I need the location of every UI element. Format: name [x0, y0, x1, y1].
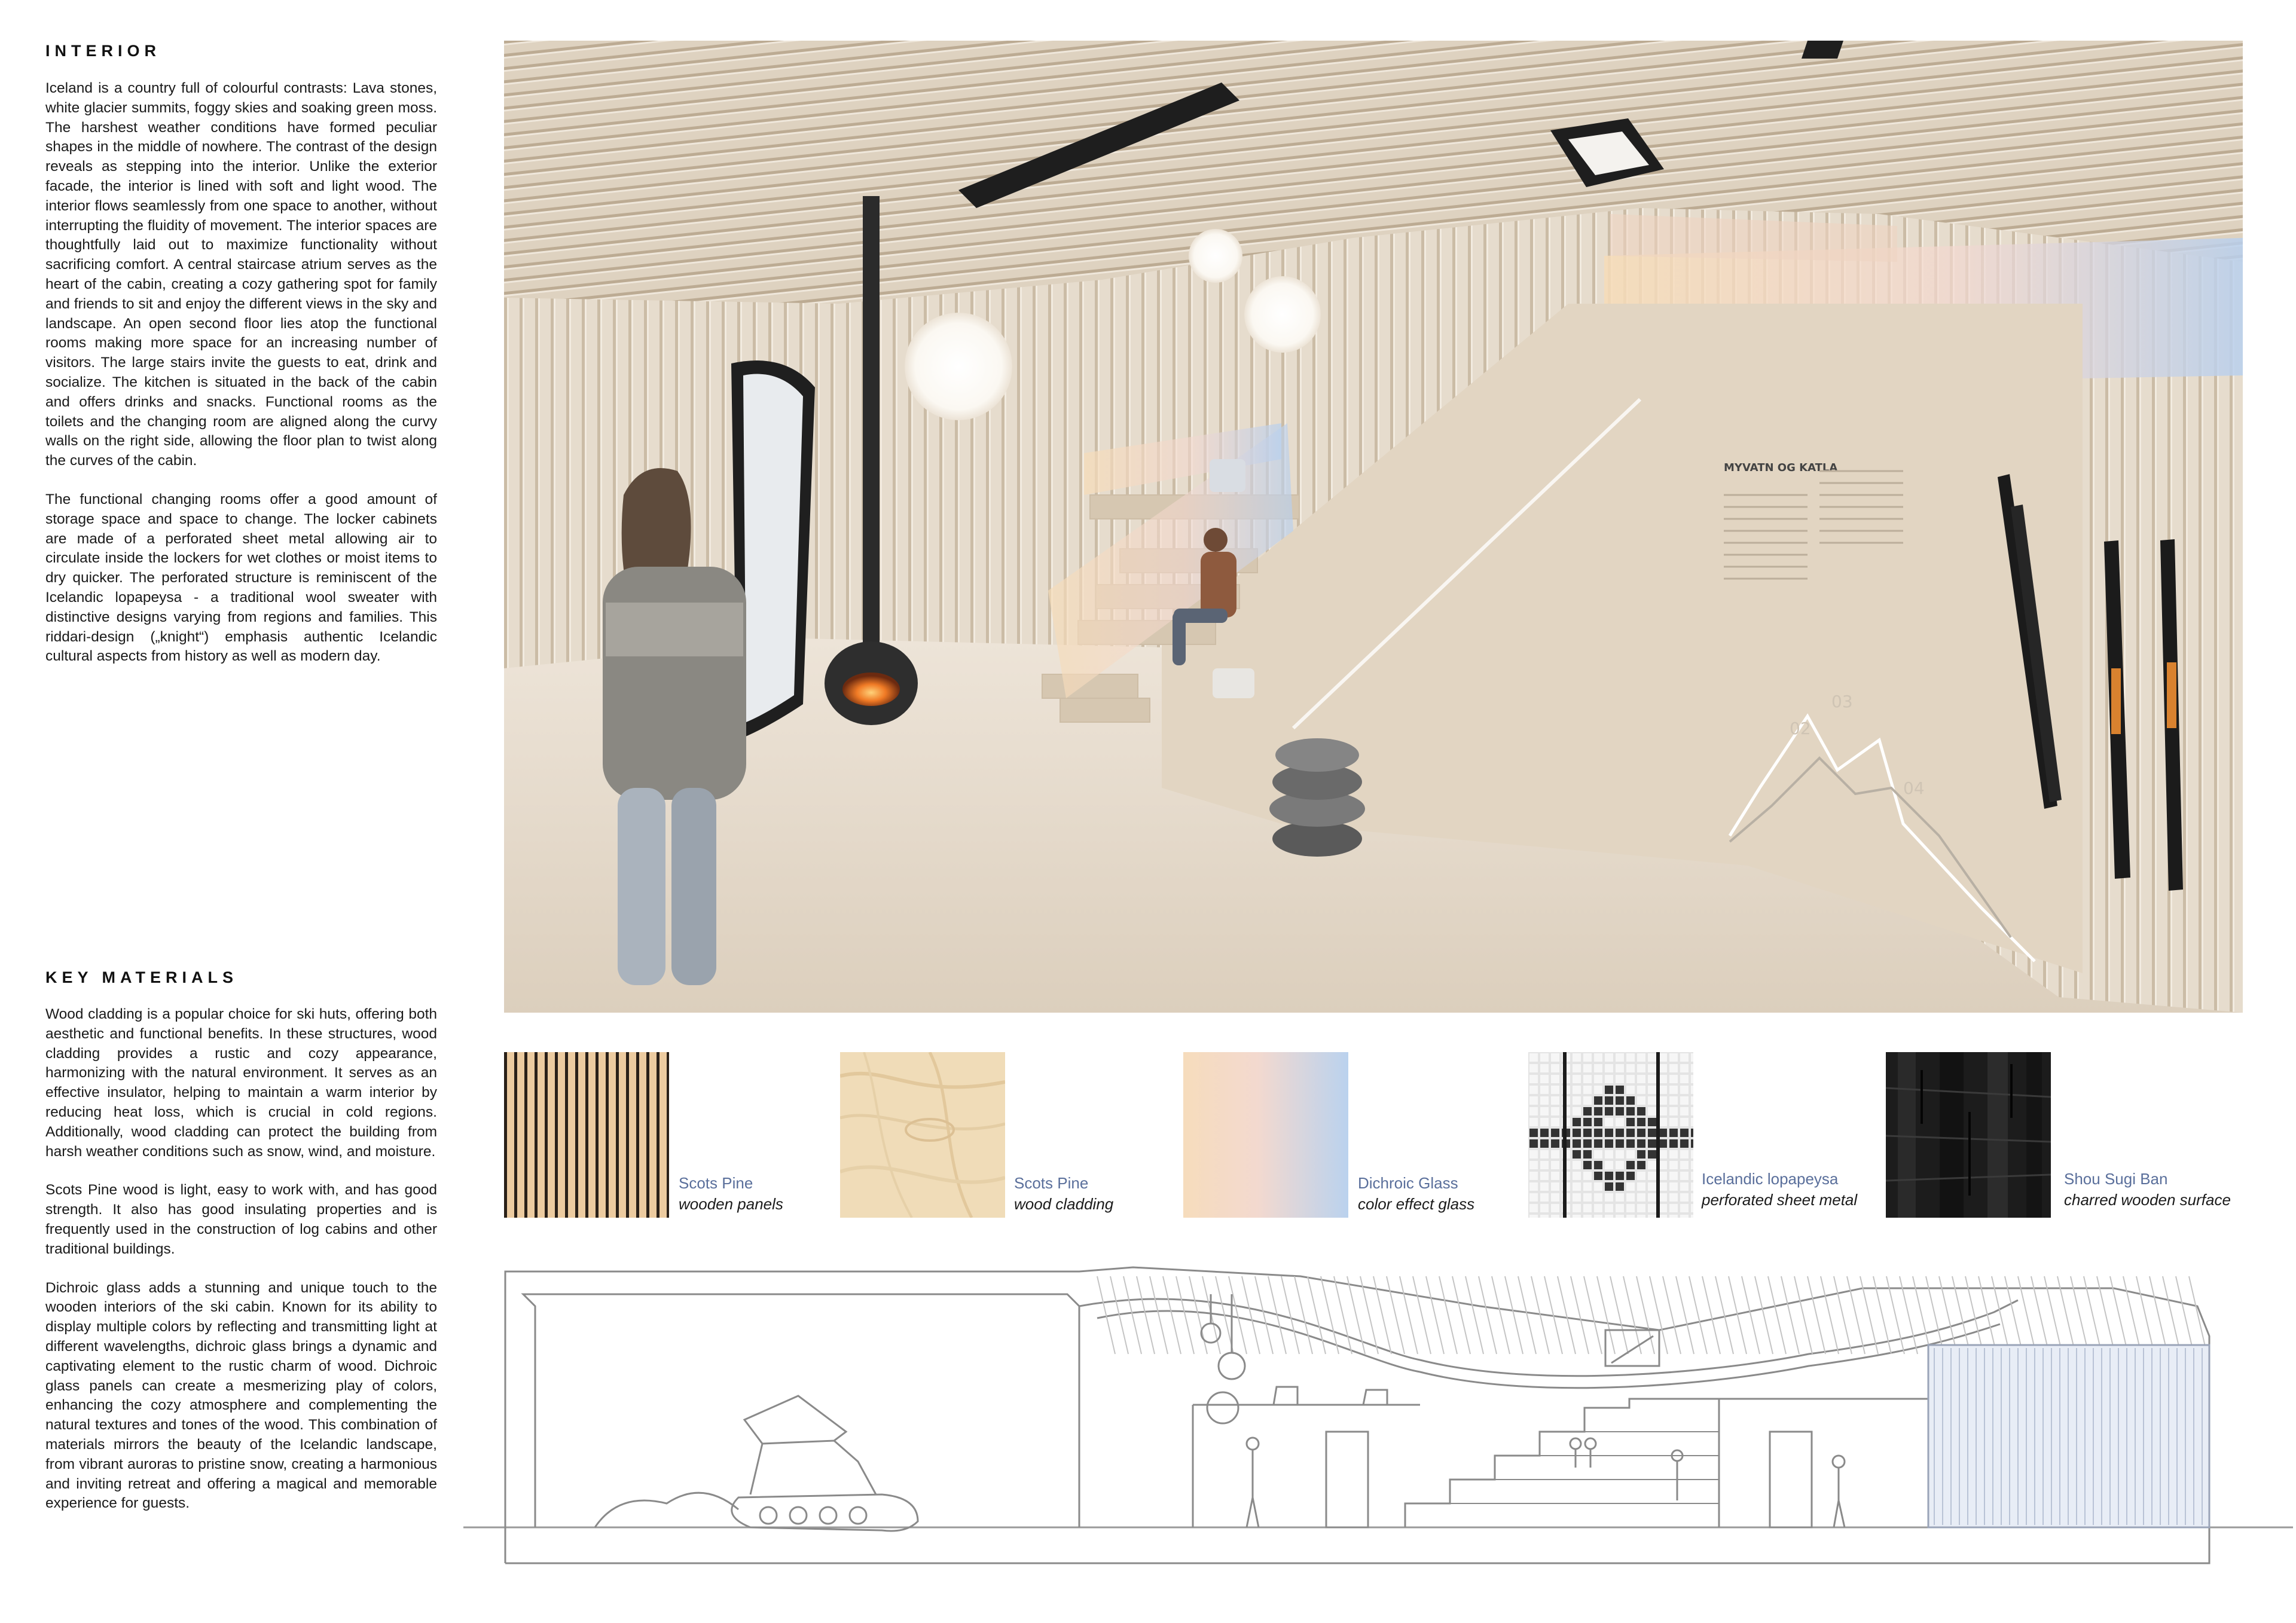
material-label-3: [1358, 1173, 1474, 1215]
material-name: Scots Pine: [1014, 1174, 1089, 1192]
material-label-5: [2064, 1169, 2231, 1211]
wall-title: MYVATN OG KATLA: [1724, 461, 1838, 474]
materials-paragraph-2: Scots Pine wood is light, easy to work with, and has good strength. It also has good insulating properties and is frequently used in the construction of log cabins and other traditional buildings.: [45, 1182, 437, 1257]
cushion-stack: [1269, 738, 1365, 857]
material-name: Dichroic Glass: [1358, 1174, 1458, 1192]
graph-label-03: 03: [1831, 692, 1853, 711]
material-name: Scots Pine: [679, 1174, 753, 1192]
interior-heading: INTERIOR: [45, 42, 161, 60]
material-label-4: [1702, 1169, 1857, 1211]
key-materials-text: [45, 1005, 437, 1533]
material-desc: color effect glass: [1358, 1195, 1475, 1213]
material-desc: wooden panels: [679, 1195, 783, 1213]
swatch-wooden-panels: [504, 1052, 669, 1218]
section-drawing: [463, 1264, 2293, 1575]
swatch-perforated-metal: [1528, 1052, 1693, 1218]
interior-text: [45, 79, 437, 686]
pendant-lamp-2: [1189, 229, 1242, 283]
interior-paragraph-1: Iceland is a country full of colourful contrasts: Lava stones, white glacier summits, foggy skies and soaking green moss. The harshest weather conditions have formed peculiar shapes in the middle of nowhere. The contrast of the design reveals as stepping into the interior. Unlike the exterior facade, the interior is lined with soft and light wood. The interior flows seamlessly from one space to another, without interrupting the fluidity of movement. The interior spaces are thoughtfully laid out to maximize functionality without sacrificing comfort. A central staircase atrium serves as the heart of the cabin, creating a cozy gathering spot for family and friends to sit and enjoy the different views in the sky and landscape. An open second floor lies atop the functional rooms making more space for an increasing number of visitors. The large stairs invite the guests to eat, drink and socialize. The kitchen is situated in the back of the cabin and offers drinks and snacks. Functional rooms as the toilets and the changing room are aligned along the curvy walls on the right side, allowing the floor plan to twist along the curves of the cabin.: [45, 80, 437, 469]
key-materials-heading: KEY MATERIALS: [45, 968, 239, 986]
material-label-1: [679, 1173, 783, 1215]
swatch-wood-cladding: [840, 1052, 1005, 1218]
material-name: Shou Sugi Ban: [2064, 1170, 2168, 1188]
pendant-lamp-1: [905, 313, 1012, 420]
interior-render: [504, 41, 2243, 1013]
material-desc: charred wooden surface: [2064, 1191, 2231, 1209]
material-label-2: [1014, 1173, 1113, 1215]
material-desc: wood cladding: [1014, 1195, 1114, 1213]
swatch-charred-wood: [1886, 1052, 2051, 1218]
materials-paragraph-1: Wood cladding is a popular choice for ski huts, offering both aesthetic and functional benefits. In these structures, wood cladding provides a rustic and cozy appearance, harmonizing with the natural environment. It serves as an effective insulator, helping to maintain a warm interior by reducing heat loss, which is crucial in cold regions. Additionally, wood cladding can protect the building from harsh weather conditions such as snow, wind, and moisture.: [45, 1006, 437, 1160]
materials-paragraph-3: Dichroic glass adds a stunning and unique touch to the wooden interiors of the ski cabin. Known for its ability to display multiple colors by reflecting and transmitting light at different wavelengths, dichroic glass brings a dynamic and captivating element to the rustic charm of wood. Dichroic glass panels can create a mesmerizing play of colors, enhancing the cozy atmosphere and complementing the natural textures and tones of the wood. This combination of materials mirrors the beauty of the Icelandic landscape, from vibrant auroras to pristine snow, creating a harmonious and inviting retreat and offering a magical and memorable experience for guests.: [45, 1279, 437, 1512]
material-desc: perforated sheet metal: [1702, 1191, 1858, 1209]
fireplace-flue: [863, 196, 880, 662]
people-figures: [1247, 1438, 1845, 1527]
swatch-dichroic-glass: [1183, 1052, 1348, 1218]
graph-label-02: 02: [1790, 719, 1811, 738]
interior-paragraph-2: The functional changing rooms offer a good amount of storage space and space to change. The locker cabinets are made of a perforated sheet metal allowing air to circulate inside the lockers for wet clothes or moist items to dry quicker. The perforated structure is reminiscent of the Icelandic lopapeysa - a traditional wool sweater with distinctive designs varying from regions and families. This riddari-design („knight“) emphasis authentic Icelandic cultural aspects from history as well as modern day.: [45, 491, 437, 665]
pendant-lamp-3: [1244, 276, 1321, 353]
material-name: Icelandic lopapeysa: [1702, 1170, 1839, 1188]
graph-label-04: 04: [1903, 778, 1925, 798]
snow-groomer: [595, 1396, 918, 1531]
